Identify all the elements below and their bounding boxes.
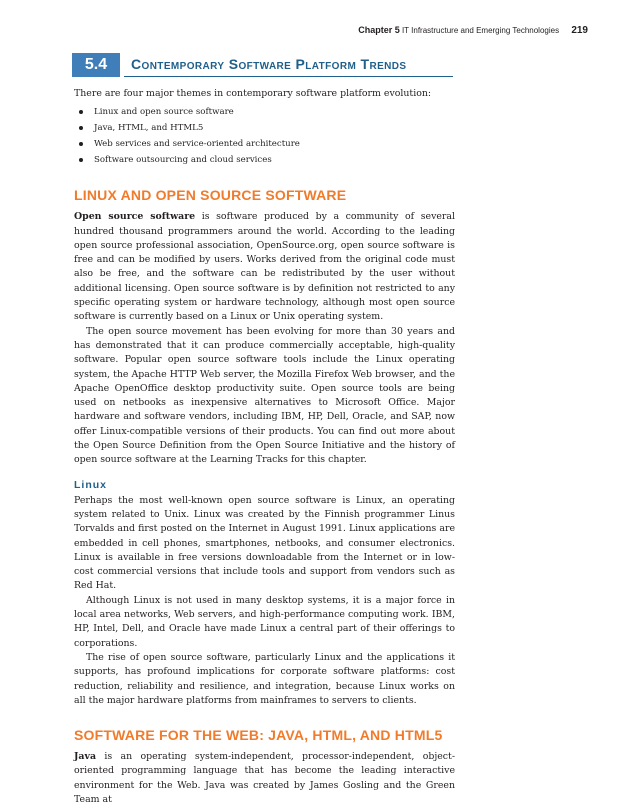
chapter-title: IT Infrastructure and Emerging Technologies xyxy=(401,26,560,35)
section-number: 5.4 xyxy=(72,53,120,77)
list-item-text: Web services and service-oriented architecture xyxy=(94,139,300,150)
themes-list xyxy=(74,104,455,168)
list-item xyxy=(74,136,455,152)
paragraph-linux-intro: Perhaps the most well-known open source software is Linux, an operating system related to Unix. Linux was created by the Finnish programmer Linus Torvalds and first posted on the Internet in August 1991. Linux applications are embedded in cell phones, smartphones, netbooks, and consumer electronics. Linux is available in free versions downloadable from the Internet or in low-cost commercial versions that include tools and support from vendors such as Red Hat. xyxy=(74,494,455,592)
section-title: Contemporary Software Platform Trends xyxy=(131,56,407,72)
list-item-text: Linux and open source software xyxy=(94,107,234,118)
section-rule xyxy=(124,76,453,78)
bullet-icon xyxy=(79,110,83,114)
running-header xyxy=(358,25,588,36)
paragraph-linux-implications: The rise of open source software, particularly Linux and the applications it supports, has profound implications for corporate software platforms: cost reduction, reliability and resilience, and integration, because Linux works on all the major hardware platforms from mainframes to servers to clients. xyxy=(74,651,455,706)
paragraph-text: is software produced by a community of several hundred thousand programmers around the world. According to the leading open source professional association, OpenSource.org, open source software is free and can be modified by users. Works derived from the original code must also be free, and the software can be redistributed by the user without additional licensing. Open source software is by definition not restricted to any specific operating system or hardware technology, although most open source software is currently based on a Linux or Unix operating system. xyxy=(74,211,455,323)
term-java: Java xyxy=(74,751,97,763)
paragraph-linux-usage: Although Linux is not used in many desktop systems, it is a major force in local area networks, Web servers, and high-performance computing work. IBM, HP, Intel, Dell, and Oracle have made Linux a central part of their offerings to corporations. xyxy=(74,594,455,649)
intro-paragraph: There are four major themes in contemporary software platform evolution: xyxy=(74,88,432,99)
list-item xyxy=(74,104,455,120)
section-heading xyxy=(72,53,453,77)
heading-software-for-web: SOFTWARE FOR THE WEB: JAVA, HTML, AND HTML5 xyxy=(74,727,443,744)
paragraph-text: is an operating system-independent, processor-independent, object-oriented programming language that has become the leading interactive environment for the Web. Java was created by James Gosling and the Green Team at xyxy=(74,751,455,805)
list-item-text: Software outsourcing and cloud services xyxy=(94,155,272,166)
chapter-label: Chapter 5 xyxy=(358,25,400,35)
term-open-source: Open source software xyxy=(74,211,196,223)
bullet-icon xyxy=(79,158,83,162)
list-item-text: Java, HTML, and HTML5 xyxy=(94,123,204,134)
page-body xyxy=(74,87,455,807)
subheading-linux: Linux xyxy=(74,478,107,491)
list-item xyxy=(74,152,455,168)
paragraph-open-source-movement: The open source movement has been evolving for more than 30 years and has demonstrated that it can produce commercially acceptable, high-quality software. Popular open source software tools include the Linux operating system, the Apache HTTP Web server, the Mozilla Firefox Web browser, and the Apache OpenOffice desktop productivity suite. Open source tools are being used on netbooks as inexpensive alternatives to Microsoft Office. Major hardware and software vendors, including IBM, HP, Dell, Oracle, and SAP, now offer Linux-compatible versions of their products. You can find out more about the Open Source Definition from the Open Source Initiative and the history of open source software at the Learning Tracks for this chapter. xyxy=(74,325,455,466)
list-item xyxy=(74,120,455,136)
heading-linux-open-source: LINUX AND OPEN SOURCE SOFTWARE xyxy=(74,187,347,204)
paragraph-open-source-def xyxy=(74,210,455,324)
bullet-icon xyxy=(79,142,83,146)
paragraph-java xyxy=(74,750,455,807)
page-number: 219 xyxy=(571,25,588,36)
bullet-icon xyxy=(79,126,83,130)
